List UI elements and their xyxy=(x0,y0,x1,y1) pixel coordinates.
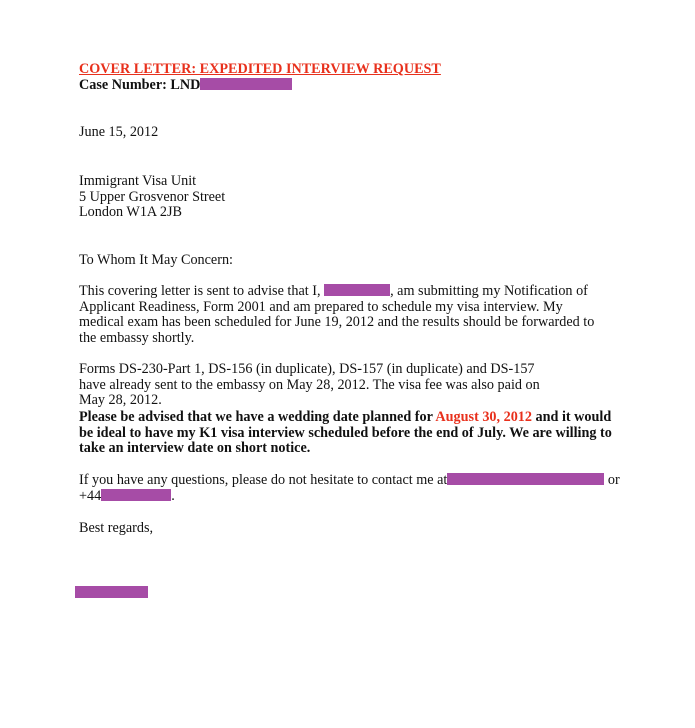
redacted-case-number xyxy=(200,78,292,90)
recipient-address xyxy=(79,174,619,221)
paragraph-wedding xyxy=(79,410,624,457)
closing: Best regards, xyxy=(79,520,154,536)
p4-or: or xyxy=(607,472,620,488)
contact-line-2 xyxy=(79,489,624,505)
p3-before-date: Please be advised that we have a wedding date planned for xyxy=(79,409,433,425)
p3-after-date: and it would be ideal to have my K1 visa interview scheduled before the end of July. We are willing to take an interview date on short notice. xyxy=(79,409,612,457)
case-number xyxy=(79,78,292,94)
letter-title: COVER LETTER: EXPEDITED INTERVIEW REQUEST xyxy=(79,61,441,77)
redacted-applicant-name xyxy=(324,284,390,296)
phone-end: . xyxy=(171,487,175,504)
paragraph-forms: Forms DS-230-Part 1, DS-156 (in duplicate), DS-157 (in duplicate) and DS-157 have already sent to the embassy on May 28, 2012. The visa fee was also paid on May 28, 2012. xyxy=(79,361,540,409)
salutation: To Whom It May Concern: xyxy=(79,252,233,268)
redacted-email xyxy=(447,473,604,485)
redacted-signature xyxy=(75,586,148,598)
redacted-phone xyxy=(101,489,171,501)
letter-date: June 15, 2012 xyxy=(79,124,159,140)
p4-before-email: If you have any questions, please do not hesitate to contact me at xyxy=(79,472,448,488)
phone-prefix: +44 xyxy=(79,487,102,504)
address-line-2: 5 Upper Grosvenor Street xyxy=(79,188,226,205)
p1-before-name: This covering letter is sent to advise that I, xyxy=(79,283,321,299)
contact-line-1 xyxy=(79,473,624,489)
wedding-date: August 30, 2012 xyxy=(435,409,532,425)
paragraph-contact xyxy=(79,473,624,504)
paragraph-readiness xyxy=(79,284,611,346)
p1-after-name: , am submitting my Notification of Applicant Readiness, Form 2001 and am prepared to schedule my visa interview. My medical exam has been scheduled for June 19, 2012 and the results should be forwarded to the embassy shortly. xyxy=(79,283,595,346)
address-line-3: London W1A 2JB xyxy=(79,204,182,221)
address-line-1: Immigrant Visa Unit xyxy=(79,173,197,189)
case-number-label: Case Number: LND xyxy=(79,77,201,93)
